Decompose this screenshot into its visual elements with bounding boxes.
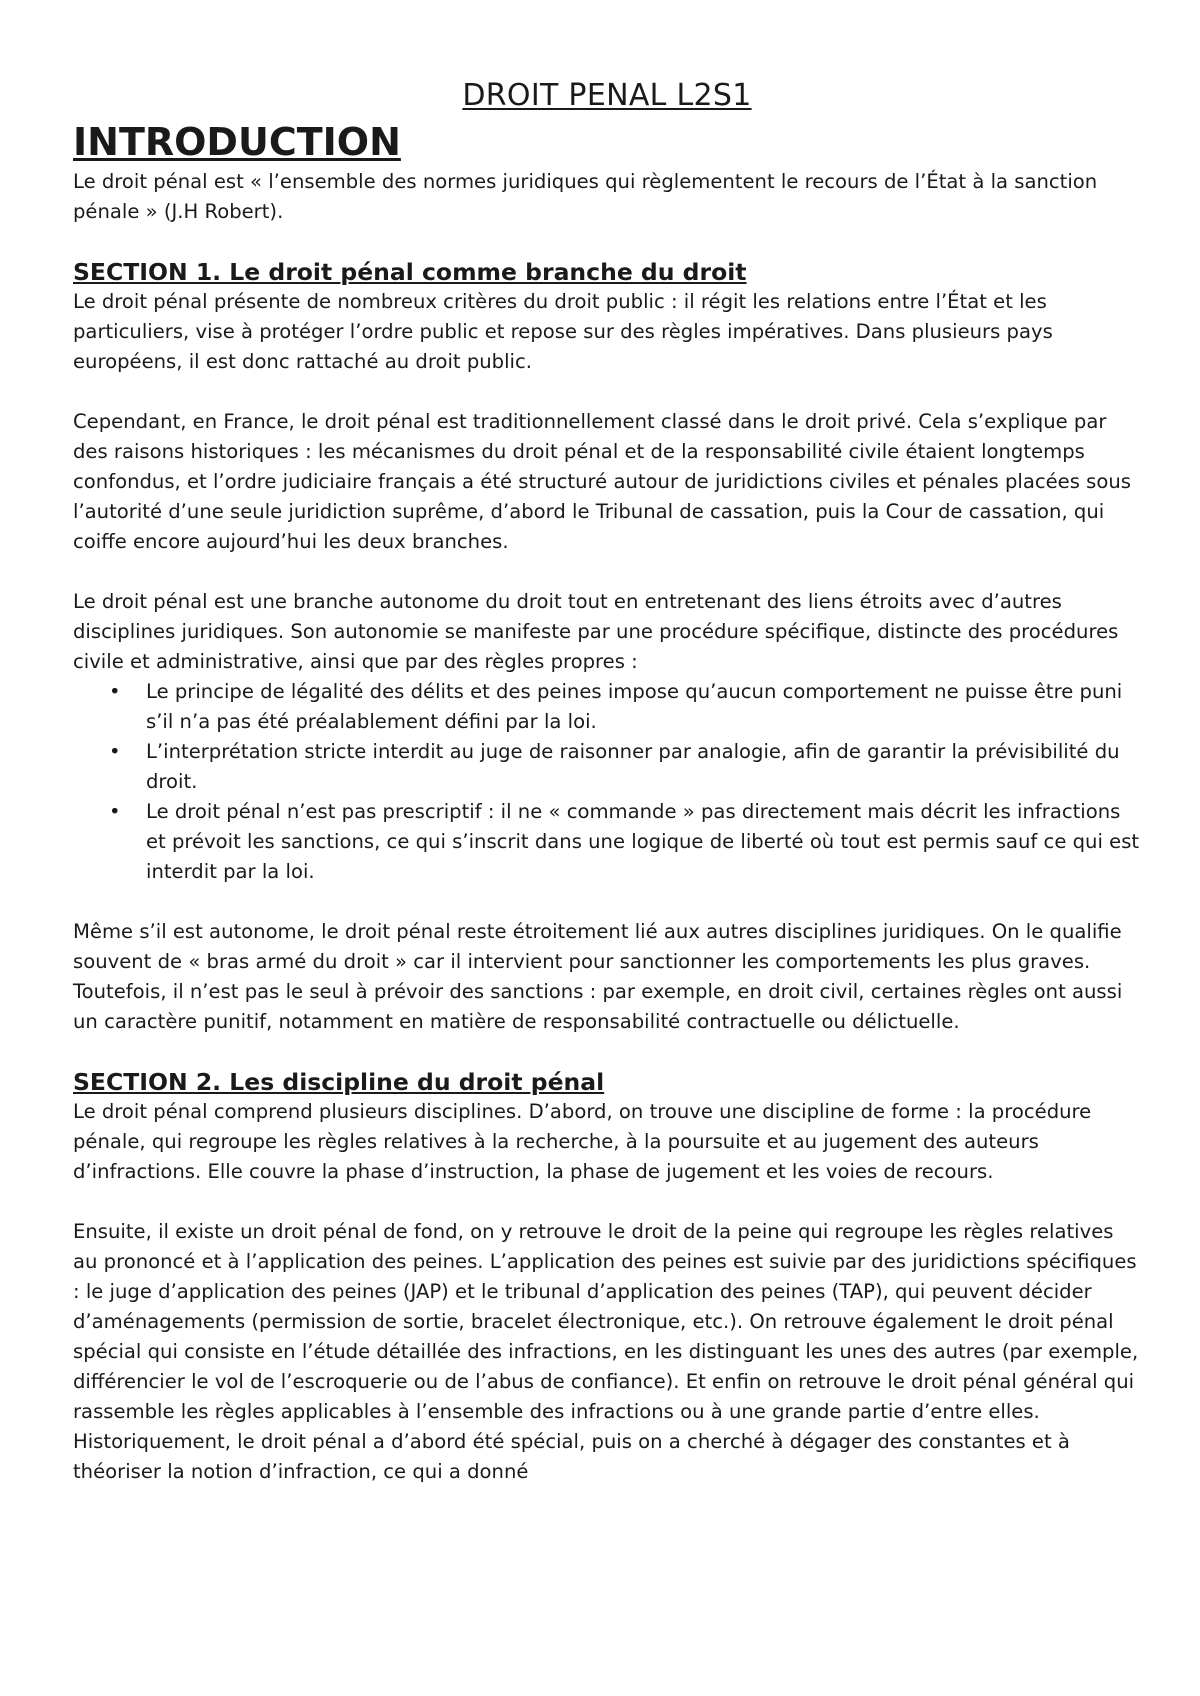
- list-item: [73, 677, 1141, 737]
- list-item-text: L’interprétation stricte interdit au juge de raisonner par analogie, afin de garantir la prévisibilité du droit.: [146, 740, 1120, 793]
- list-item-text: Le droit pénal n’est pas prescriptif : il ne « commande » pas directement mais décrit les infractions et prévoit les sanctions, ce qui s’inscrit dans une logique de liberté où tout est permis sauf ce qui est interdit par la loi.: [146, 800, 1140, 883]
- rules-list: [73, 677, 1141, 887]
- section-1-paragraph-1: Le droit pénal présente de nombreux critères du droit public : il régit les relations entre l’État et les particuliers, vise à protéger l’ordre public et repose sur des règles impératives. Dans plusieurs pays européens, il est donc rattaché au droit public.: [73, 290, 1053, 373]
- bullet-icon: •: [109, 680, 121, 703]
- spacer: [73, 557, 1141, 587]
- document-title: DROIT PENAL L2S1: [462, 78, 752, 113]
- bullet-icon: •: [109, 800, 121, 823]
- document-page: [73, 78, 1141, 1487]
- list-item-text: Le principe de légalité des délits et des peines impose qu’aucun comportement ne puisse être puni s’il n’a pas été préalablement défini par la loi.: [146, 680, 1123, 733]
- introduction-definition: Le droit pénal est « l’ensemble des normes juridiques qui règlementent le recours de l’État à la sanction pénale » (J.H Robert).: [73, 170, 1098, 223]
- introduction-heading: INTRODUCTION: [73, 120, 401, 164]
- spacer: [73, 377, 1141, 407]
- spacer: [73, 887, 1141, 917]
- list-item: [73, 737, 1141, 797]
- section-1-heading: SECTION 1. Le droit pénal comme branche du droit: [73, 258, 747, 286]
- section-1-paragraph-2: Cependant, en France, le droit pénal est traditionnellement classé dans le droit privé. Cela s’explique par des raisons historiques : les mécanismes du droit pénal et de la responsabilité civile étaient longtemps confondus, et l’ordre judiciaire français a été structuré autour de juridictions civiles et pénales placées sous l’autorité d’une seule juridiction suprême, d’abord le Tribunal de cassation, puis la Cour de cassation, qui coiffe encore aujourd’hui les deux branches.: [73, 410, 1131, 553]
- list-item: [73, 797, 1141, 887]
- section-2-paragraph-1: Le droit pénal comprend plusieurs disciplines. D’abord, on trouve une discipline de forme : la procédure pénale, qui regroupe les règles relatives à la recherche, à la poursuite et au jugement des auteurs d’infractions. Elle couvre la phase d’instruction, la phase de jugement et les voies de recours.: [73, 1100, 1092, 1183]
- section-2-heading: SECTION 2. Les discipline du droit pénal: [73, 1068, 605, 1096]
- bullet-icon: •: [109, 740, 121, 763]
- spacer: [73, 1037, 1141, 1067]
- section-2-paragraph-2: Ensuite, il existe un droit pénal de fond, on y retrouve le droit de la peine qui regroupe les règles relatives au prononcé et à l’application des peines. L’application des peines est suivie par des juridictions spécifiques : le juge d’application des peines (JAP) et le tribunal d’application des peines (TAP), qui peuvent décider d’aménagements (permission de sortie, bracelet électronique, etc.). On retrouve également le droit pénal spécial qui consiste en l’étude détaillée des infractions, en les distinguant les unes des autres (par exemple, différencier le vol de l’escroquerie ou de l’abus de confiance). Et enfin on retrouve le droit pénal général qui rassemble les règles applicables à l’ensemble des infractions ou à une grande partie d’entre elles. Historiquement, le droit pénal a d’abord été spécial, puis on a cherché à dégager des constantes et à théoriser la notion d’infraction, ce qui a donné: [73, 1220, 1139, 1483]
- spacer: [73, 1187, 1141, 1217]
- section-1-paragraph-3: Le droit pénal est une branche autonome du droit tout en entretenant des liens étroits avec d’autres disciplines juridiques. Son autonomie se manifeste par une procédure spécifique, distincte des procédures civile et administrative, ainsi que par des règles propres :: [73, 590, 1119, 673]
- spacer: [73, 227, 1141, 257]
- section-1-paragraph-4: Même s’il est autonome, le droit pénal reste étroitement lié aux autres disciplines juridiques. On le qualifie souvent de « bras armé du droit » car il intervient pour sanctionner les comportements les plus graves. Toutefois, il n’est pas le seul à prévoir des sanctions : par exemple, en droit civil, certaines règles ont aussi un caractère punitif, notamment en matière de responsabilité contractuelle ou délictuelle.: [73, 920, 1123, 1033]
